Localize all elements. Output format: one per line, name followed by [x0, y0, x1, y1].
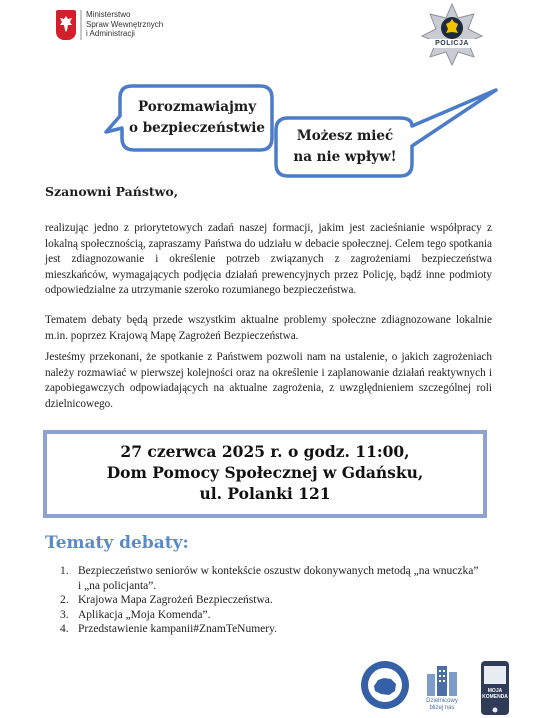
topics-list: [60, 564, 480, 637]
dzielnicowy-logo-icon: [422, 660, 462, 716]
event-venue: Dom Pomocy Społecznej w Gdańsku,: [106, 463, 424, 482]
polish-eagle-icon: [56, 10, 76, 40]
dzielnicowy-label-line: bliżej nas: [429, 705, 455, 711]
left-bubble-line: Porozmawiajmy: [137, 99, 257, 115]
ministry-divider: [80, 10, 82, 40]
left-bubble-text: [122, 97, 272, 139]
ministry-name-line: Spraw Wewnętrznych: [86, 19, 164, 29]
speech-bubbles: [100, 76, 500, 188]
list-item-text: Krajowa Mapa Zagrożeń Bezpieczeństwa.: [78, 594, 273, 606]
left-bubble-line: o bezpieczeństwie: [128, 120, 266, 136]
event-address: ul. Polanki 121: [199, 484, 331, 503]
list-item-number: 2.: [60, 594, 69, 606]
list-item-text: Przedstawienie kampanii#ZnamTeNumery.: [78, 623, 277, 635]
safety-map-logo-icon: [360, 660, 410, 710]
ministry-logo: [56, 10, 176, 44]
ministry-name-line: Ministerstwo: [86, 10, 131, 19]
right-bubble-line: na nie wpływ!: [293, 149, 397, 165]
list-item: [60, 608, 480, 623]
greeting: Szanowni Państwo,: [45, 184, 179, 199]
list-item-text: Aplikacja „Moja Komenda”.: [78, 608, 211, 621]
right-bubble-text: [278, 126, 412, 168]
list-item-number: 4.: [60, 623, 69, 635]
ministry-name: [86, 10, 163, 39]
topics-heading: Tematy debaty:: [45, 533, 189, 553]
moja-komenda-label-line: MOJA: [487, 688, 503, 694]
list-item-text: Bezpieczeństwo seniorów w kontekście oszustw dokonywanych metodą „na wnuczka” i „na policjanta”.: [78, 565, 479, 592]
right-bubble-line: Możesz mieć: [296, 128, 394, 144]
police-star-logo: [420, 2, 484, 66]
ministry-name-line: i Administracji: [86, 29, 135, 38]
dzielnicowy-label: [422, 698, 462, 712]
list-item: [60, 593, 480, 608]
moja-komenda-label-line: KOMENDA: [482, 694, 508, 700]
event-details-box: [43, 430, 487, 518]
moja-komenda-app-icon: [480, 660, 510, 716]
intro-paragraph: realizując jedno z priorytetowych zadań naszej formacji, jakim jest zacieśnianie współpracy z lokalną społecznością, zapraszamy Państwa do udziału w debacie społecznej. Celem tego spotkania jest zdiagnozowanie i określenie potrzeb związanych z zagrożeniami bezpieczeństwa mieszkańców, wymagających podjęcia działań prewencyjnych przez Policję, bądź inne podmioty odpowiedzialne za utrzymanie szeroko rozumianego bezpieczeństwa.: [45, 222, 492, 296]
list-item: [60, 564, 480, 593]
moja-komenda-label: [482, 688, 508, 700]
list-item-number: 1.: [60, 565, 69, 577]
topic-paragraph: Tematem debaty będą przede wszystkim aktualne problemy społeczne zdiagnozowane lokalnie m.in. poprzez Krajową Mapę Zagrożeń Bezpieczeństwa.: [45, 314, 492, 342]
police-label: POLICJA: [426, 39, 478, 48]
closing-paragraph: Jesteśmy przekonani, że spotkanie z Państwem pozwoli nam na ustalenie, o jakich zagrożeniach należy rozmawiać w pierwszej kolejności oraz na określenie i zaplanowanie działań reaktywnych i zapobiegawczych odpowiadających na aktualne zagrożenia, z uwzględnieniem szczególnej roli dzielnicowego.: [45, 351, 492, 410]
dzielnicowy-label-line: Dzielnicowy: [426, 698, 458, 704]
list-item: [60, 622, 480, 637]
event-date-time: 27 czerwca 2025 r. o godz. 11:00,: [120, 442, 410, 461]
police-star-icon: [420, 2, 484, 66]
list-item-number: 3.: [60, 608, 69, 621]
